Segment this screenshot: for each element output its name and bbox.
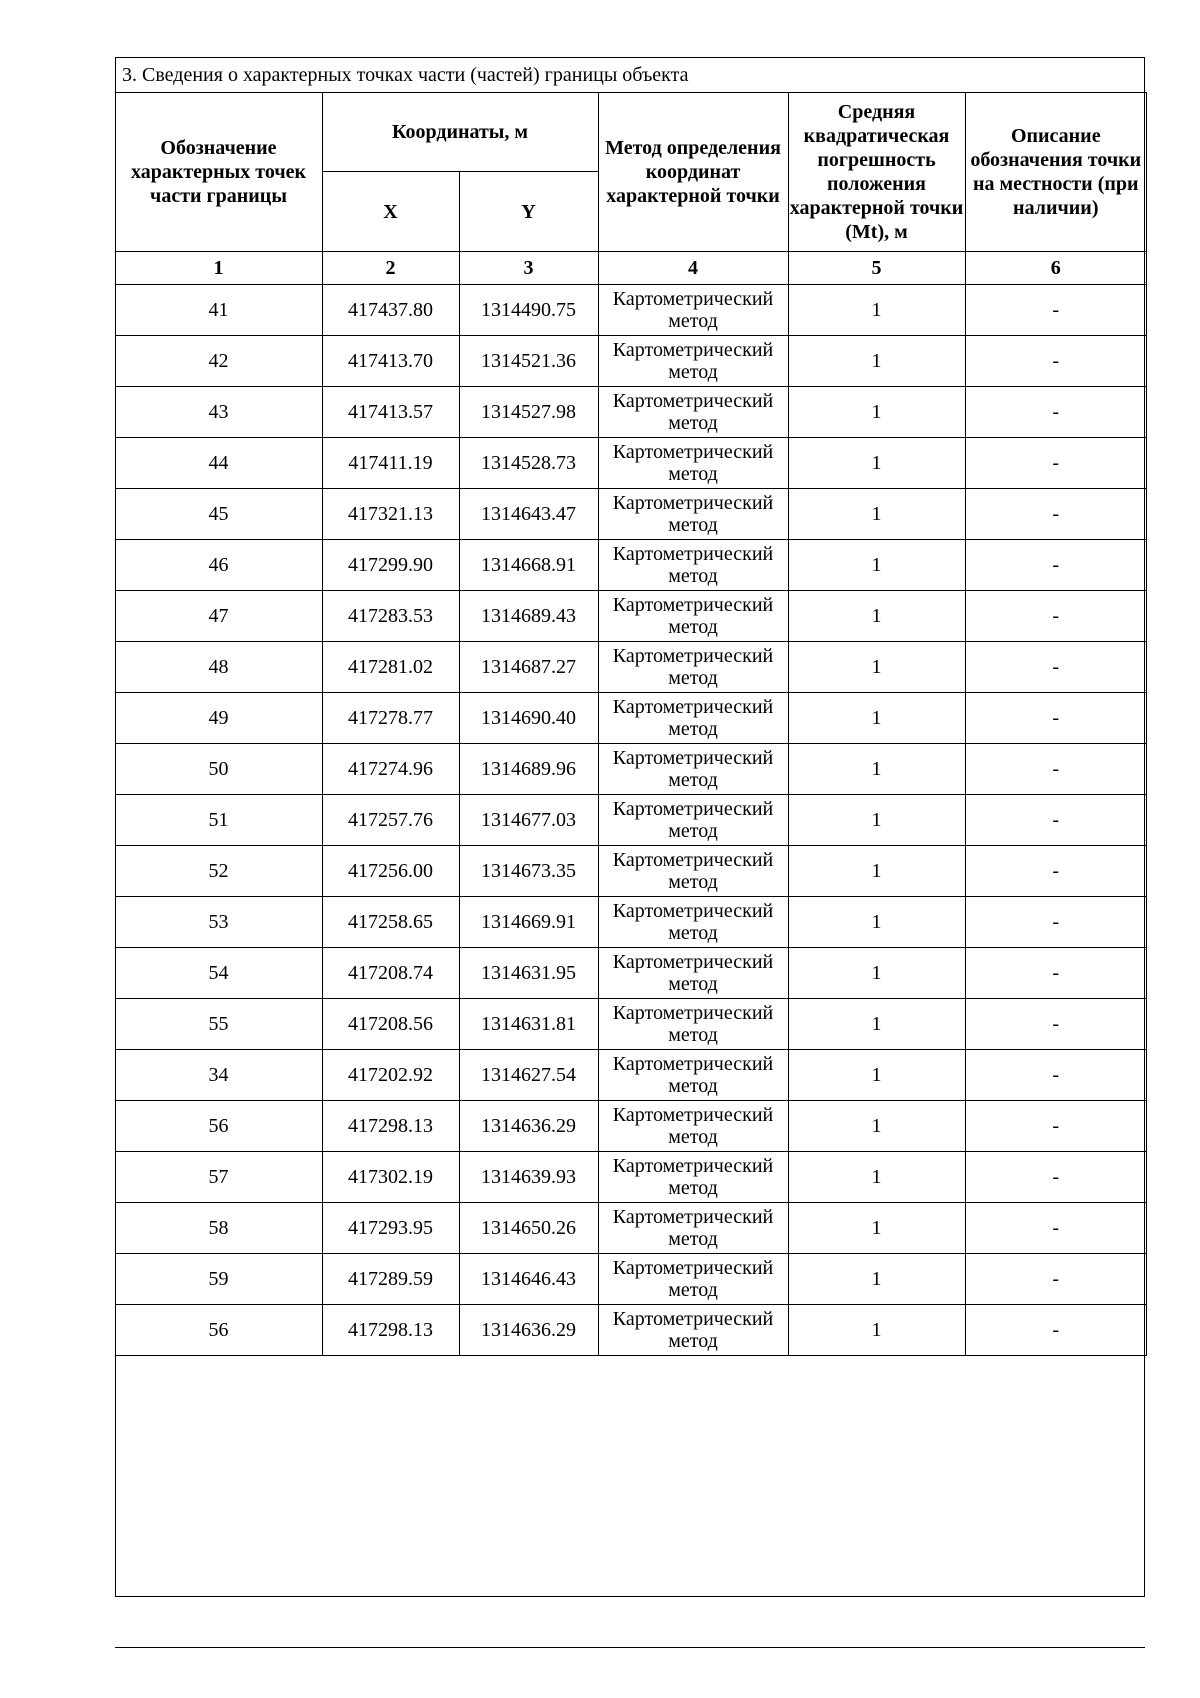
mean-error-cell: 1 bbox=[788, 744, 965, 795]
y-coordinate-cell: 1314521.36 bbox=[459, 336, 598, 387]
description-cell: - bbox=[965, 642, 1147, 693]
method-cell: Картометрический метод bbox=[598, 744, 788, 795]
x-coordinate-cell: 417283.53 bbox=[322, 591, 459, 642]
x-coordinate-cell: 417274.96 bbox=[322, 744, 459, 795]
description-cell: - bbox=[965, 1254, 1147, 1305]
description-cell: - bbox=[965, 438, 1147, 489]
point-cell: 55 bbox=[115, 999, 322, 1050]
point-cell: 47 bbox=[115, 591, 322, 642]
method-cell: Картометрический метод bbox=[598, 285, 788, 336]
mean-error-cell: 1 bbox=[788, 693, 965, 744]
header-method: Метод определения координат характерной точки bbox=[598, 93, 788, 252]
mean-error-cell: 1 bbox=[788, 336, 965, 387]
header-description: Описание обозначения точки на местности (при наличии) bbox=[965, 93, 1147, 252]
table-row bbox=[115, 744, 1147, 795]
table-row bbox=[115, 285, 1147, 336]
x-coordinate-cell: 417257.76 bbox=[322, 795, 459, 846]
mean-error-cell: 1 bbox=[788, 489, 965, 540]
x-coordinate-cell: 417411.19 bbox=[322, 438, 459, 489]
x-coordinate-cell: 417293.95 bbox=[322, 1203, 459, 1254]
method-cell: Картометрический метод bbox=[598, 438, 788, 489]
y-coordinate-cell: 1314636.29 bbox=[459, 1305, 598, 1356]
method-cell: Картометрический метод bbox=[598, 540, 788, 591]
method-cell: Картометрический метод bbox=[598, 1203, 788, 1254]
x-coordinate-cell: 417208.74 bbox=[322, 948, 459, 999]
header-mean-error: Средняя квадратическая погрешность положения характерной точки (Mt), м bbox=[788, 93, 965, 252]
column-number: 3 bbox=[459, 252, 598, 285]
method-cell: Картометрический метод bbox=[598, 999, 788, 1050]
method-cell: Картометрический метод bbox=[598, 846, 788, 897]
description-cell: - bbox=[965, 285, 1147, 336]
point-cell: 49 bbox=[115, 693, 322, 744]
table-row bbox=[115, 1305, 1147, 1356]
footer-rule bbox=[115, 1647, 1145, 1648]
mean-error-cell: 1 bbox=[788, 1050, 965, 1101]
method-cell: Картометрический метод bbox=[598, 642, 788, 693]
description-cell: - bbox=[965, 591, 1147, 642]
method-cell: Картометрический метод bbox=[598, 489, 788, 540]
method-cell: Картометрический метод bbox=[598, 1050, 788, 1101]
header-point-designation: Обозначение характерных точек части границы bbox=[115, 93, 322, 252]
method-cell: Картометрический метод bbox=[598, 387, 788, 438]
table-row bbox=[115, 642, 1147, 693]
x-coordinate-cell: 417258.65 bbox=[322, 897, 459, 948]
y-coordinate-cell: 1314528.73 bbox=[459, 438, 598, 489]
y-coordinate-cell: 1314527.98 bbox=[459, 387, 598, 438]
x-coordinate-cell: 417413.70 bbox=[322, 336, 459, 387]
description-cell: - bbox=[965, 489, 1147, 540]
y-coordinate-cell: 1314636.29 bbox=[459, 1101, 598, 1152]
y-coordinate-cell: 1314646.43 bbox=[459, 1254, 598, 1305]
y-coordinate-cell: 1314673.35 bbox=[459, 846, 598, 897]
point-cell: 42 bbox=[115, 336, 322, 387]
y-coordinate-cell: 1314639.93 bbox=[459, 1152, 598, 1203]
mean-error-cell: 1 bbox=[788, 540, 965, 591]
point-cell: 57 bbox=[115, 1152, 322, 1203]
mean-error-cell: 1 bbox=[788, 1152, 965, 1203]
table-body bbox=[115, 285, 1147, 1356]
y-coordinate-cell: 1314669.91 bbox=[459, 897, 598, 948]
description-cell: - bbox=[965, 948, 1147, 999]
description-cell: - bbox=[965, 897, 1147, 948]
table-row bbox=[115, 897, 1147, 948]
mean-error-cell: 1 bbox=[788, 897, 965, 948]
column-number: 4 bbox=[598, 252, 788, 285]
mean-error-cell: 1 bbox=[788, 387, 965, 438]
method-cell: Картометрический метод bbox=[598, 1101, 788, 1152]
point-cell: 51 bbox=[115, 795, 322, 846]
y-coordinate-cell: 1314490.75 bbox=[459, 285, 598, 336]
y-coordinate-cell: 1314687.27 bbox=[459, 642, 598, 693]
mean-error-cell: 1 bbox=[788, 438, 965, 489]
method-cell: Картометрический метод bbox=[598, 336, 788, 387]
boundary-points-table bbox=[115, 92, 1148, 1356]
description-cell: - bbox=[965, 795, 1147, 846]
header-y: Y bbox=[459, 172, 598, 252]
description-cell: - bbox=[965, 336, 1147, 387]
mean-error-cell: 1 bbox=[788, 846, 965, 897]
y-coordinate-cell: 1314689.96 bbox=[459, 744, 598, 795]
point-cell: 54 bbox=[115, 948, 322, 999]
mean-error-cell: 1 bbox=[788, 1254, 965, 1305]
point-cell: 56 bbox=[115, 1101, 322, 1152]
mean-error-cell: 1 bbox=[788, 285, 965, 336]
x-coordinate-cell: 417298.13 bbox=[322, 1305, 459, 1356]
point-cell: 56 bbox=[115, 1305, 322, 1356]
mean-error-cell: 1 bbox=[788, 948, 965, 999]
point-cell: 34 bbox=[115, 1050, 322, 1101]
point-cell: 52 bbox=[115, 846, 322, 897]
column-number: 1 bbox=[115, 252, 322, 285]
description-cell: - bbox=[965, 1050, 1147, 1101]
mean-error-cell: 1 bbox=[788, 795, 965, 846]
table-row bbox=[115, 591, 1147, 642]
point-cell: 41 bbox=[115, 285, 322, 336]
method-cell: Картометрический метод bbox=[598, 897, 788, 948]
table-row bbox=[115, 1152, 1147, 1203]
x-coordinate-cell: 417281.02 bbox=[322, 642, 459, 693]
mean-error-cell: 1 bbox=[788, 1305, 965, 1356]
table-row bbox=[115, 795, 1147, 846]
mean-error-cell: 1 bbox=[788, 1101, 965, 1152]
mean-error-cell: 1 bbox=[788, 1203, 965, 1254]
mean-error-cell: 1 bbox=[788, 591, 965, 642]
table-row bbox=[115, 438, 1147, 489]
header-x: X bbox=[322, 172, 459, 252]
y-coordinate-cell: 1314668.91 bbox=[459, 540, 598, 591]
point-cell: 59 bbox=[115, 1254, 322, 1305]
y-coordinate-cell: 1314689.43 bbox=[459, 591, 598, 642]
column-numbers-row bbox=[115, 252, 1147, 285]
table-row bbox=[115, 1101, 1147, 1152]
y-coordinate-cell: 1314631.95 bbox=[459, 948, 598, 999]
description-cell: - bbox=[965, 1152, 1147, 1203]
method-cell: Картометрический метод bbox=[598, 591, 788, 642]
method-cell: Картометрический метод bbox=[598, 693, 788, 744]
table-row bbox=[115, 1254, 1147, 1305]
table-row bbox=[115, 540, 1147, 591]
table-row bbox=[115, 846, 1147, 897]
x-coordinate-cell: 417298.13 bbox=[322, 1101, 459, 1152]
y-coordinate-cell: 1314677.03 bbox=[459, 795, 598, 846]
description-cell: - bbox=[965, 999, 1147, 1050]
section-title: 3. Сведения о характерных точках части (частей) границы объекта bbox=[116, 58, 1144, 93]
x-coordinate-cell: 417299.90 bbox=[322, 540, 459, 591]
header-coordinates: Координаты, м bbox=[322, 93, 598, 172]
y-coordinate-cell: 1314650.26 bbox=[459, 1203, 598, 1254]
table-row bbox=[115, 1203, 1147, 1254]
method-cell: Картометрический метод bbox=[598, 948, 788, 999]
point-cell: 43 bbox=[115, 387, 322, 438]
x-coordinate-cell: 417202.92 bbox=[322, 1050, 459, 1101]
mean-error-cell: 1 bbox=[788, 999, 965, 1050]
document-frame bbox=[115, 57, 1145, 1597]
description-cell: - bbox=[965, 846, 1147, 897]
table-row bbox=[115, 336, 1147, 387]
table-row bbox=[115, 948, 1147, 999]
y-coordinate-cell: 1314631.81 bbox=[459, 999, 598, 1050]
point-cell: 46 bbox=[115, 540, 322, 591]
table-row bbox=[115, 999, 1147, 1050]
x-coordinate-cell: 417289.59 bbox=[322, 1254, 459, 1305]
x-coordinate-cell: 417256.00 bbox=[322, 846, 459, 897]
method-cell: Картометрический метод bbox=[598, 1254, 788, 1305]
x-coordinate-cell: 417413.57 bbox=[322, 387, 459, 438]
x-coordinate-cell: 417208.56 bbox=[322, 999, 459, 1050]
method-cell: Картометрический метод bbox=[598, 1305, 788, 1356]
table-row bbox=[115, 693, 1147, 744]
x-coordinate-cell: 417321.13 bbox=[322, 489, 459, 540]
description-cell: - bbox=[965, 1101, 1147, 1152]
y-coordinate-cell: 1314627.54 bbox=[459, 1050, 598, 1101]
x-coordinate-cell: 417302.19 bbox=[322, 1152, 459, 1203]
description-cell: - bbox=[965, 1305, 1147, 1356]
point-cell: 58 bbox=[115, 1203, 322, 1254]
x-coordinate-cell: 417437.80 bbox=[322, 285, 459, 336]
description-cell: - bbox=[965, 387, 1147, 438]
description-cell: - bbox=[965, 744, 1147, 795]
table-row bbox=[115, 1050, 1147, 1101]
column-number: 5 bbox=[788, 252, 965, 285]
method-cell: Картометрический метод bbox=[598, 1152, 788, 1203]
header-row-1 bbox=[115, 93, 1147, 172]
description-cell: - bbox=[965, 693, 1147, 744]
x-coordinate-cell: 417278.77 bbox=[322, 693, 459, 744]
point-cell: 45 bbox=[115, 489, 322, 540]
point-cell: 48 bbox=[115, 642, 322, 693]
point-cell: 53 bbox=[115, 897, 322, 948]
table-row bbox=[115, 387, 1147, 438]
y-coordinate-cell: 1314643.47 bbox=[459, 489, 598, 540]
description-cell: - bbox=[965, 1203, 1147, 1254]
method-cell: Картометрический метод bbox=[598, 795, 788, 846]
column-number: 2 bbox=[322, 252, 459, 285]
mean-error-cell: 1 bbox=[788, 642, 965, 693]
table-row bbox=[115, 489, 1147, 540]
y-coordinate-cell: 1314690.40 bbox=[459, 693, 598, 744]
point-cell: 50 bbox=[115, 744, 322, 795]
description-cell: - bbox=[965, 540, 1147, 591]
point-cell: 44 bbox=[115, 438, 322, 489]
column-number: 6 bbox=[965, 252, 1147, 285]
